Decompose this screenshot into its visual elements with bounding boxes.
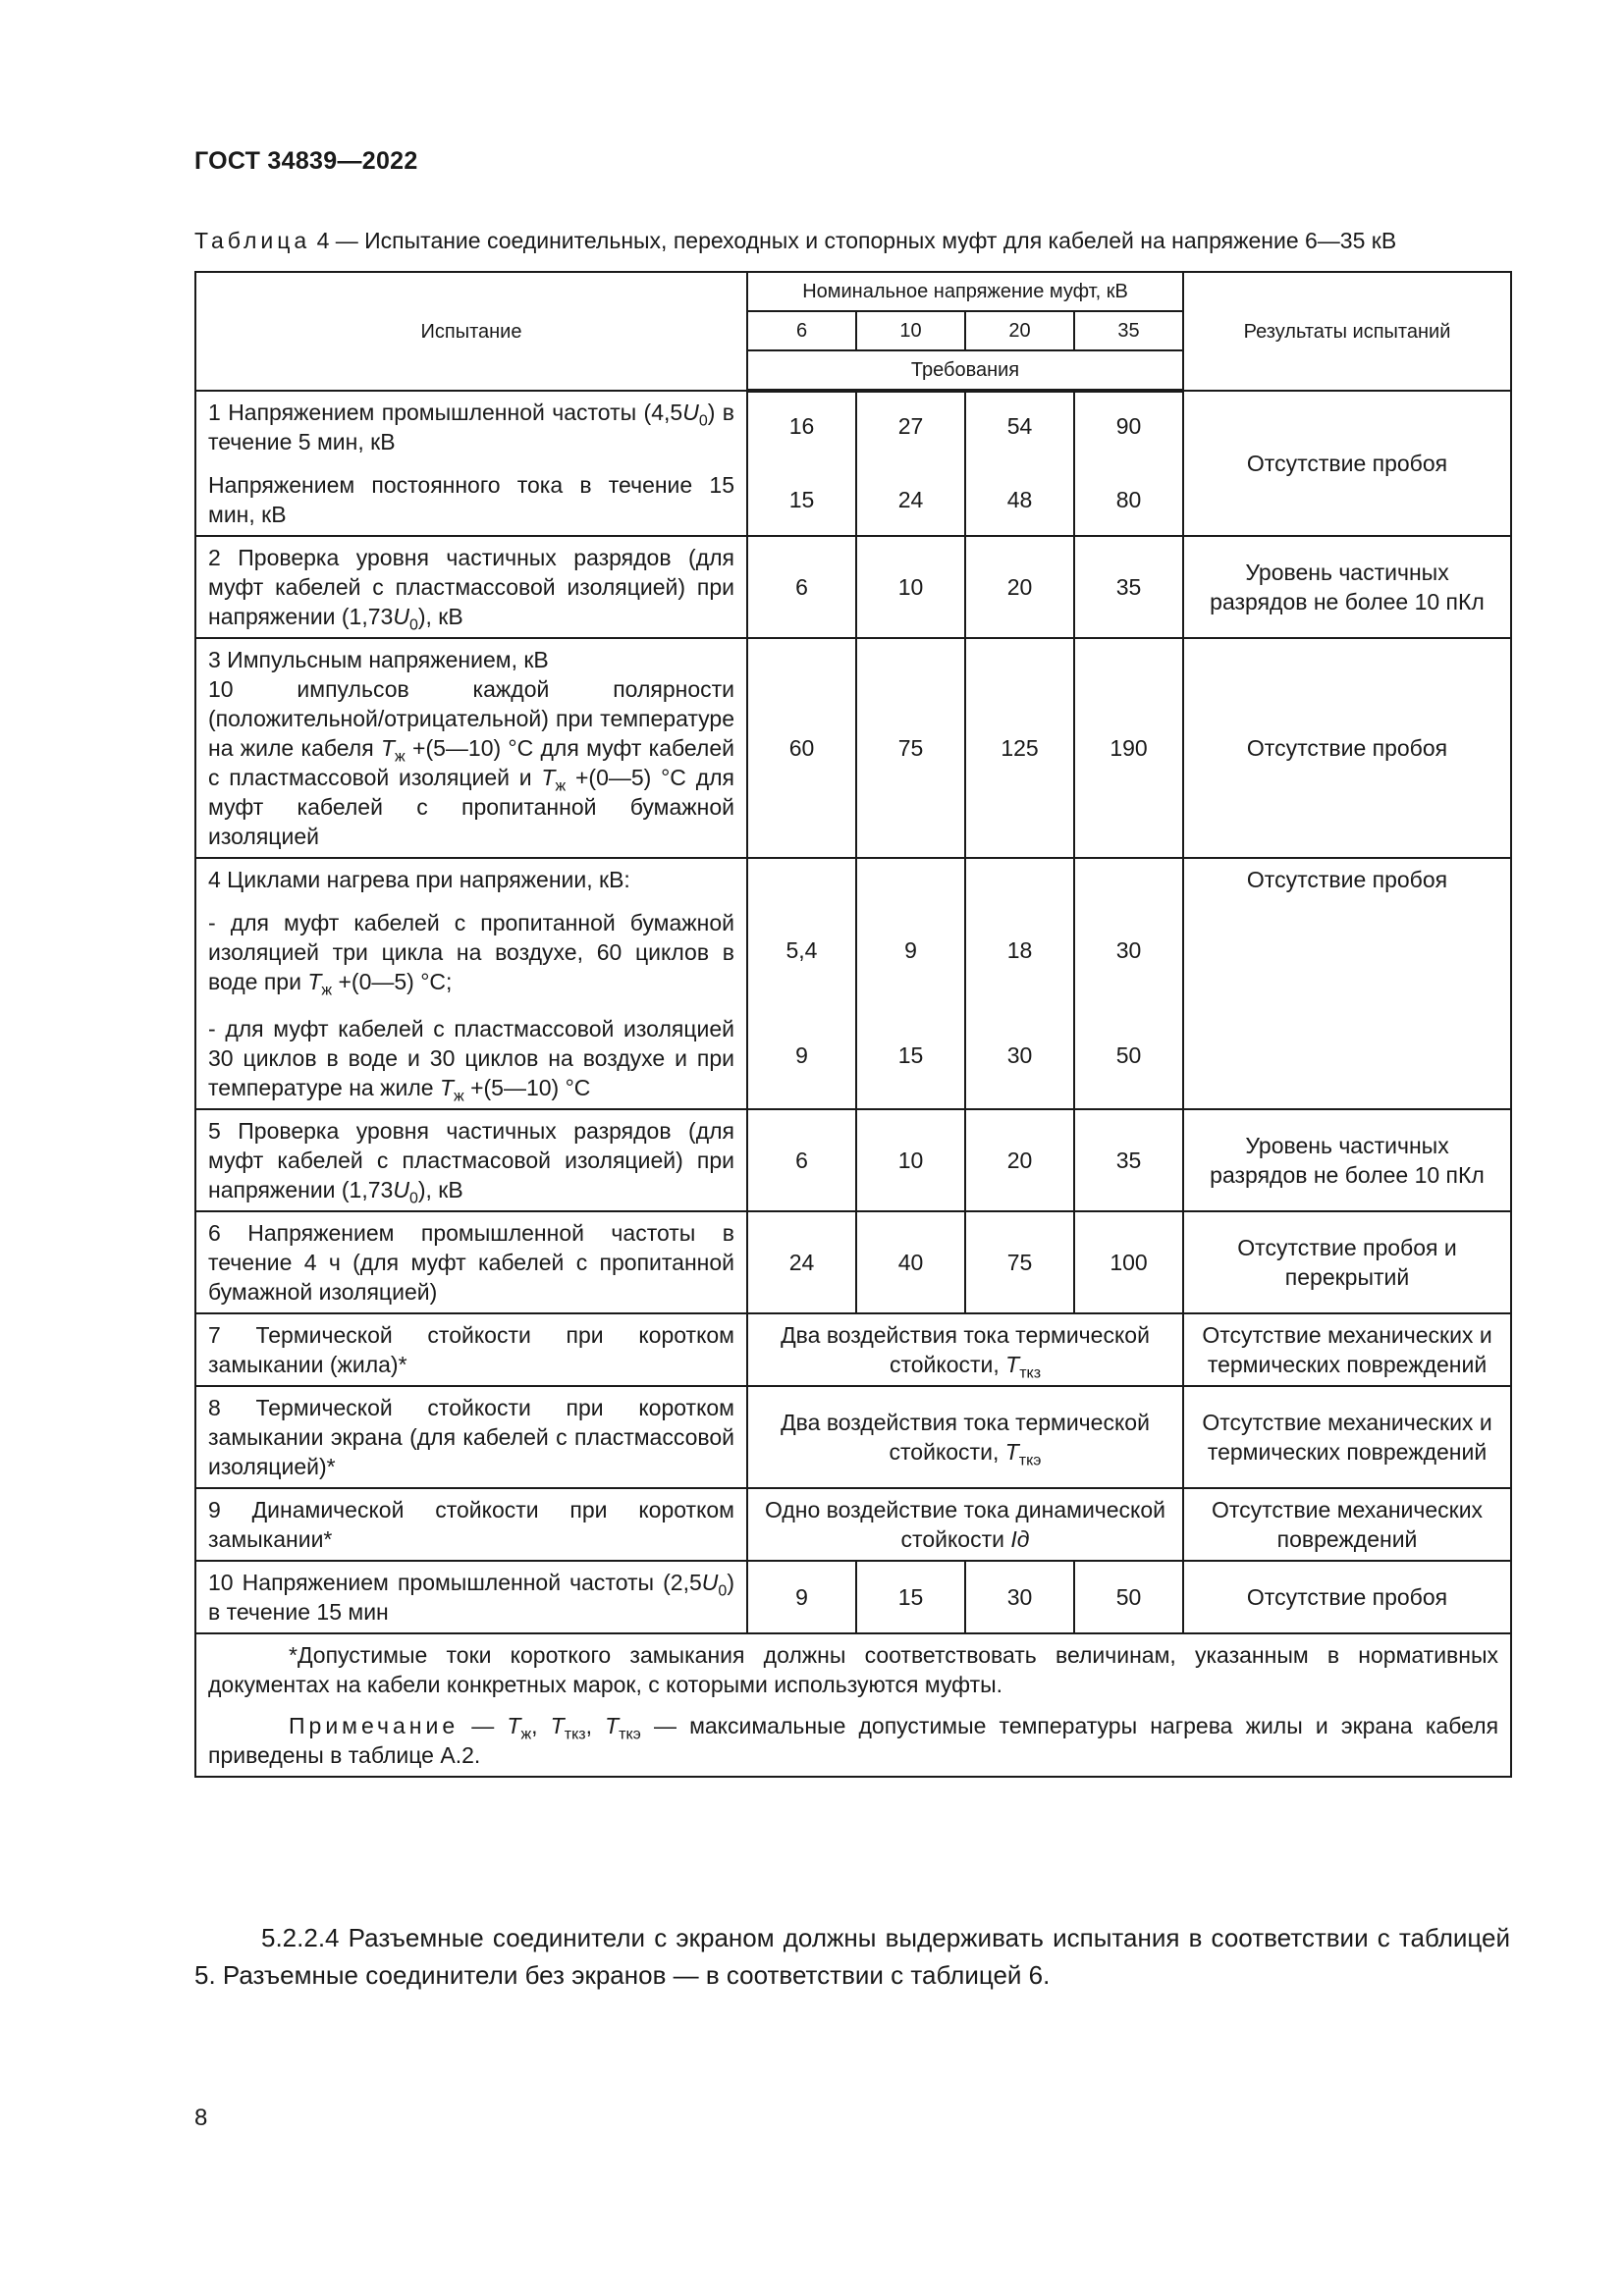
- header-test: Испытание: [195, 272, 747, 391]
- row2-val-35: 35: [1074, 536, 1183, 638]
- row1-result: Отсутствие пробоя: [1183, 391, 1511, 536]
- row4a-val-10: 9: [856, 898, 965, 1002]
- row4-title-empty-6: [747, 858, 856, 898]
- row6-val-10: 40: [856, 1211, 965, 1313]
- row3-val-10: 75: [856, 638, 965, 858]
- table-row-8: [195, 1386, 1511, 1488]
- row7-result: Отсутствие механических и термических повреждений: [1183, 1313, 1511, 1386]
- test-table: [194, 271, 1512, 1778]
- row4b-val-6: 9: [747, 1002, 856, 1109]
- row5-test: 5 Проверка уровня частичных разрядов (для муфт кабелей с пластмасовой изоляцией) при напряжении $(1,73U_0)$, кВ: [195, 1109, 747, 1211]
- row4b-val-10: 15: [856, 1002, 965, 1109]
- row5-val-10: 10: [856, 1109, 965, 1211]
- document-code: ГОСТ 34839—2022: [194, 147, 418, 175]
- table-caption-label: Таблица: [194, 228, 311, 253]
- row4-test-b: - для муфт кабелей с пластмассовой изоляцией 30 циклов в воде и 30 циклов на воздухе и при температуре на жиле $T_ж$ +(5—10) °С: [195, 1002, 747, 1109]
- header-voltage-6: 6: [747, 311, 856, 350]
- table-row-5: [195, 1109, 1511, 1211]
- row6-val-20: 75: [965, 1211, 1074, 1313]
- row1a-val-35: 90: [1074, 391, 1183, 458]
- row3-val-35: 190: [1074, 638, 1183, 858]
- header-voltage-10: 10: [856, 311, 965, 350]
- header-nominal-voltage: Номинальное напряжение муфт, кВ: [747, 272, 1183, 311]
- row2-test: 2 Проверка уровня частичных разрядов (для муфт кабелей с пластмассовой изоляцией) при напряжении $(1,73U_0)$, кВ: [195, 536, 747, 638]
- table-row-1a: [195, 391, 1511, 458]
- row4-test-a: - для муфт кабелей с пропитанной бумажной изоляцией три цикла на воздухе, 60 циклов в воде при $T_ж$ +(0—5) °С;: [195, 898, 747, 1002]
- row4-title: 4 Циклами нагрева при напряжении, кВ:: [195, 858, 747, 898]
- row10-val-35: 50: [1074, 1561, 1183, 1633]
- table-notes: [195, 1633, 1511, 1777]
- row2-val-6: 6: [747, 536, 856, 638]
- row1b-val-10: 24: [856, 458, 965, 536]
- row3-val-6: 60: [747, 638, 856, 858]
- row3-test: 3 Импульсным напряжением, кВ 10 импульсов каждой полярности (положительной/отрицательной) при температуре на жиле кабеля $T_ж$ +(5—10) °С для муфт кабелей с пластмассовой изоляцией и $T_ж$ +(0—5) °С для муфт кабелей с пропитанной бумажной изоляцией: [195, 638, 747, 858]
- row5-result: Уровень частичных разрядов не более 10 пКл: [1183, 1109, 1511, 1211]
- row4b-val-20: 30: [965, 1002, 1074, 1109]
- row6-val-6: 24: [747, 1211, 856, 1313]
- row4a-val-20: 18: [965, 898, 1074, 1002]
- row2-result: Уровень частичных разрядов не более 10 пКл: [1183, 536, 1511, 638]
- row6-result: Отсутствие пробоя и перекрытий: [1183, 1211, 1511, 1313]
- row4-result: Отсутствие пробоя: [1183, 858, 1511, 1109]
- row1a-val-10: 27: [856, 391, 965, 458]
- row4a-val-35: 30: [1074, 898, 1183, 1002]
- table-caption: [194, 228, 1510, 254]
- header-voltage-35: 35: [1074, 311, 1183, 350]
- row5-val-20: 20: [965, 1109, 1074, 1211]
- row7-test: 7 Термической стойкости при коротком замыкании (жила)*: [195, 1313, 747, 1386]
- row3-result: Отсутствие пробоя: [1183, 638, 1511, 858]
- row1b-val-20: 48: [965, 458, 1074, 536]
- row8-result: Отсутствие механических и термических повреждений: [1183, 1386, 1511, 1488]
- row1b-val-35: 80: [1074, 458, 1183, 536]
- row10-result: Отсутствие пробоя: [1183, 1561, 1511, 1633]
- row5-val-35: 35: [1074, 1109, 1183, 1211]
- row3-val-20: 125: [965, 638, 1074, 858]
- row10-test: 10 Напряжением промышленной частоты $(2,5U_0)$ в течение 15 мин: [195, 1561, 747, 1633]
- row1-test-a: 1 Напряжением промышленной частоты $(4,5U_0)$ в течение 5 мин, кВ: [195, 391, 747, 458]
- table-notes-row: [195, 1633, 1511, 1777]
- header-results: Результаты испытаний: [1183, 272, 1511, 391]
- row9-requirement: Одно воздействие тока динамической стойкости Iд: [747, 1488, 1183, 1561]
- table-row-9: [195, 1488, 1511, 1561]
- table-footnote: *Допустимые токи короткого замыкания должны соответствовать величинам, указанным в нормативных документах на кабели конкретных марок, с которыми используются муфты.: [208, 1642, 1499, 1697]
- row4a-val-6: 5,4: [747, 898, 856, 1002]
- table-note: Примечание — $T_ж$, $T_{ткз}$, $T_{ткэ}$ — максимальные допустимые температуры нагрева жилы и экрана кабеля приведены в таблице А.2.: [208, 1713, 1499, 1768]
- row9-test: 9 Динамической стойкости при коротком замыкании*: [195, 1488, 747, 1561]
- row9-result: Отсутствие механических повреждений: [1183, 1488, 1511, 1561]
- row4-title-empty-20: [965, 858, 1074, 898]
- row1a-val-20: 54: [965, 391, 1074, 458]
- row1a-val-6: 16: [747, 391, 856, 458]
- table-caption-text: 4 — Испытание соединительных, переходных и стопорных муфт для кабелей на напряжение 6—35 кВ: [310, 228, 1397, 253]
- table-row-4-title: [195, 858, 1511, 898]
- row8-test: 8 Термической стойкости при коротком замыкании экрана (для кабелей с пластмассовой изоляцией)*: [195, 1386, 747, 1488]
- row1b-val-6: 15: [747, 458, 856, 536]
- row4-title-empty-10: [856, 858, 965, 898]
- header-voltage-20: 20: [965, 311, 1074, 350]
- table-row-10: [195, 1561, 1511, 1633]
- table-row-7: [195, 1313, 1511, 1386]
- page-number: 8: [194, 2105, 208, 2131]
- row4-title-empty-35: [1074, 858, 1183, 898]
- row8-requirement: Два воздействия тока термической стойкости, $Т_{ткэ}$: [747, 1386, 1183, 1488]
- row4b-val-35: 50: [1074, 1002, 1183, 1109]
- row10-val-10: 15: [856, 1561, 965, 1633]
- row2-val-20: 20: [965, 536, 1074, 638]
- table-row-2: [195, 536, 1511, 638]
- row10-val-6: 9: [747, 1561, 856, 1633]
- table-row-3: [195, 638, 1511, 858]
- header-requirements: Требования: [747, 350, 1183, 391]
- row6-val-35: 100: [1074, 1211, 1183, 1313]
- row6-test: 6 Напряжением промышленной частоты в течение 4 ч (для муфт кабелей с пропитанной бумажной изоляцией): [195, 1211, 747, 1313]
- row5-val-6: 6: [747, 1109, 856, 1211]
- row1-test-b: Напряжением постоянного тока в течение 15 мин, кВ: [195, 458, 747, 536]
- row7-requirement: Два воздействия тока термической стойкости, $Т_{ткз}$: [747, 1313, 1183, 1386]
- table-row-6: [195, 1211, 1511, 1313]
- row2-val-10: 10: [856, 536, 965, 638]
- row10-val-20: 30: [965, 1561, 1074, 1633]
- body-paragraph: 5.2.2.4 Разъемные соединители с экраном должны выдерживать испытания в соответствии с таблицей 5. Разъемные соединители без экранов — в соответствии с таблицей 6.: [194, 1923, 1510, 1990]
